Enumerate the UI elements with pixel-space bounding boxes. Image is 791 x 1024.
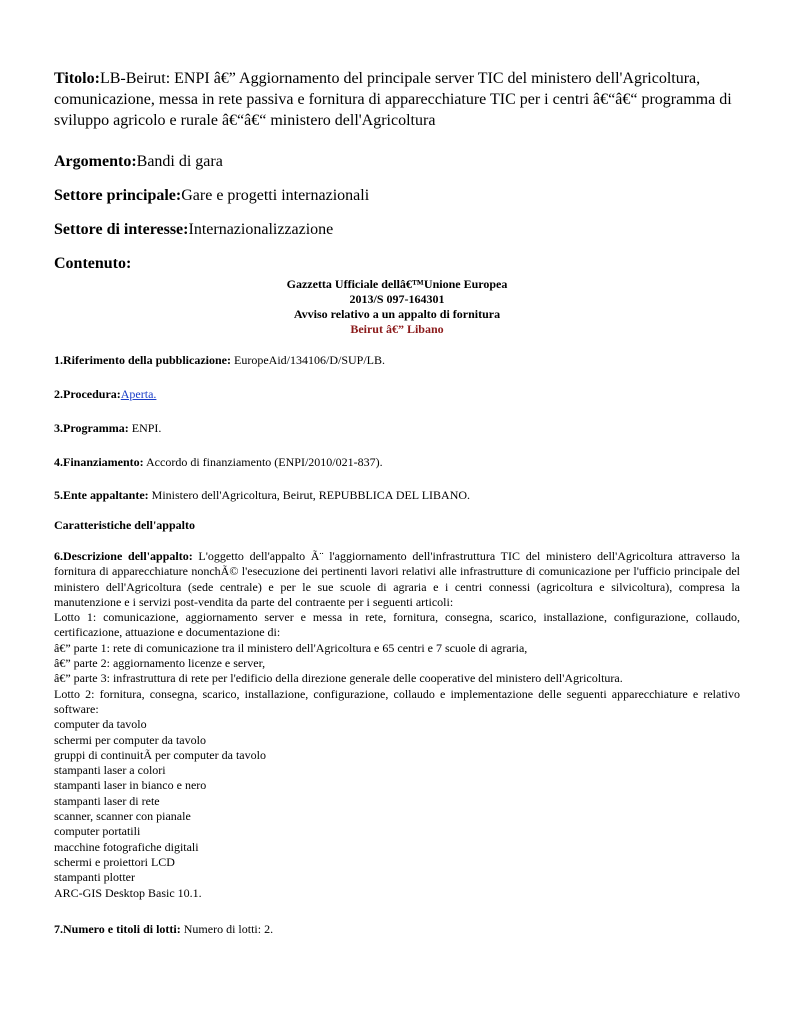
section-2-label: 2.Procedura: xyxy=(54,387,121,401)
equipment-item: computer portatili xyxy=(54,824,141,839)
caratteristiche-heading xyxy=(54,518,740,533)
equipment-item: scanner, scanner con pianale xyxy=(54,809,191,824)
settore-interesse-value: Internazionalizzazione xyxy=(188,221,334,238)
equipment-item: stampanti plotter xyxy=(54,870,135,885)
section-6-descrizione xyxy=(54,549,740,901)
section-4-label: 4.Finanziamento: xyxy=(54,455,144,469)
section-3-label: 3.Programma: xyxy=(54,421,129,435)
equipment-item: gruppi di continuitÃ per computer da tavolo xyxy=(54,747,266,762)
section-1-label: 1.Riferimento della pubblicazione: xyxy=(54,353,231,367)
procedura-link[interactable]: Aperta. xyxy=(120,387,157,401)
gazette-block xyxy=(54,277,740,337)
argomento-label: Argomento: xyxy=(54,153,137,170)
section-1-value: EuropeAid/134106/D/SUP/LB. xyxy=(231,353,386,367)
lotto-1-parte-3: â€” parte 3: infrastruttura di rete per l'edificio della direzione generale delle cooperative del ministero dell'Agricoltura. xyxy=(54,671,623,686)
title-value: LB-Beirut: ENPI â€” Aggiornamento del principale server TIC del ministero dell'Agricoltura, comunicazione, messa in rete passiva e fornitura di apparecchiature TIC per i centri â€“â€“ programma di sviluppo agricolo e rurale â€“â€“ ministero dell'Agricoltura xyxy=(54,70,732,129)
settore-principale-label: Settore principale: xyxy=(54,187,182,204)
lotto-1-parte-1: â€” parte 1: rete di comunicazione tra il ministero dell'Agricoltura e 65 centri e 7 scuole di agraria, xyxy=(54,640,528,655)
section-6-intro xyxy=(54,549,740,610)
section-7-label: 7.Numero e titoli di lotti: xyxy=(54,922,181,936)
section-7-value: Numero di lotti: 2. xyxy=(180,922,274,936)
settore-interesse-row xyxy=(54,219,744,240)
equipment-item: computer da tavolo xyxy=(54,717,147,732)
settore-principale-row xyxy=(54,185,744,206)
equipment-item: schermi e proiettori LCD xyxy=(54,854,175,869)
section-1-riferimento xyxy=(54,353,740,368)
contenuto-label: Contenuto: xyxy=(54,255,132,272)
section-3-programma xyxy=(54,421,740,436)
equipment-item: ARC-GIS Desktop Basic 10.1. xyxy=(54,885,202,900)
gazette-title: Gazzetta Ufficiale dellâ€™Unione Europea xyxy=(286,277,508,291)
section-7-lotti xyxy=(54,922,740,937)
equipment-item: stampanti laser in bianco e nero xyxy=(54,778,207,793)
section-6-intro-text: L'oggetto dell'appalto Ã¨ l'aggiornamento dell'infrastruttura TIC del ministero dell'Agricoltura attraverso la fornitura di apparecchiature nonchÃ© l'esecuzione dei pertinenti lavori relativi alle infrastrutture di comunicazione per l'ufficio principale del ministero dell'Agricoltura (sede centrale) e per le sue scuole di agraria e i centri connessi (agricoltura e silvicoltura), compresa la manutenzione e i servizi post-vendita da parte del contraente per i seguenti articoli: xyxy=(54,549,741,609)
settore-interesse-label: Settore di interesse: xyxy=(54,221,189,238)
equipment-item: stampanti laser di rete xyxy=(54,793,160,808)
equipment-item: schermi per computer da tavolo xyxy=(54,732,206,747)
document-header xyxy=(54,68,744,274)
equipment-item: stampanti laser a colori xyxy=(54,763,166,778)
section-6-label: 6.Descrizione dell'appalto: xyxy=(54,549,193,563)
settore-principale-value: Gare e progetti internazionali xyxy=(181,187,370,204)
section-5-ente-appaltante xyxy=(54,488,740,503)
lotto-2: Lotto 2: fornitura, consegna, scarico, installazione, configurazione, collaudo e implementazione delle seguenti apparecchiature e relativo software: xyxy=(54,686,740,716)
title-label: Titolo: xyxy=(54,70,100,87)
section-2-procedura xyxy=(54,387,740,402)
title-row xyxy=(54,68,744,131)
argomento-value: Bandi di gara xyxy=(136,153,223,170)
lotto-1: Lotto 1: comunicazione, aggiornamento server e messa in rete, fornitura, consegna, scarico, installazione, configurazione, collaudo, certificazione, attuazione e documentazione di: xyxy=(54,610,740,640)
gazette-location: Beirut â€” Libano xyxy=(350,322,444,336)
equipment-item: macchine fotografiche digitali xyxy=(54,839,199,854)
section-4-finanziamento xyxy=(54,455,740,470)
section-4-value: Accordo di finanziamento (ENPI/2010/021-837). xyxy=(143,455,383,469)
gazette-number: 2013/S 097-164301 xyxy=(349,292,445,306)
argomento-row xyxy=(54,151,744,172)
contenuto-row xyxy=(54,253,744,274)
section-5-label: 5.Ente appaltante: xyxy=(54,488,149,502)
lotto-1-parte-2: â€” parte 2: aggiornamento licenze e server, xyxy=(54,656,266,671)
section-5-value: Ministero dell'Agricoltura, Beirut, REPUBBLICA DEL LIBANO. xyxy=(148,488,471,502)
gazette-notice-type: Avviso relativo a un appalto di fornitura xyxy=(293,307,501,321)
caratteristiche-text: Caratteristiche dell'appalto xyxy=(54,518,195,532)
section-3-value: ENPI. xyxy=(128,421,162,435)
